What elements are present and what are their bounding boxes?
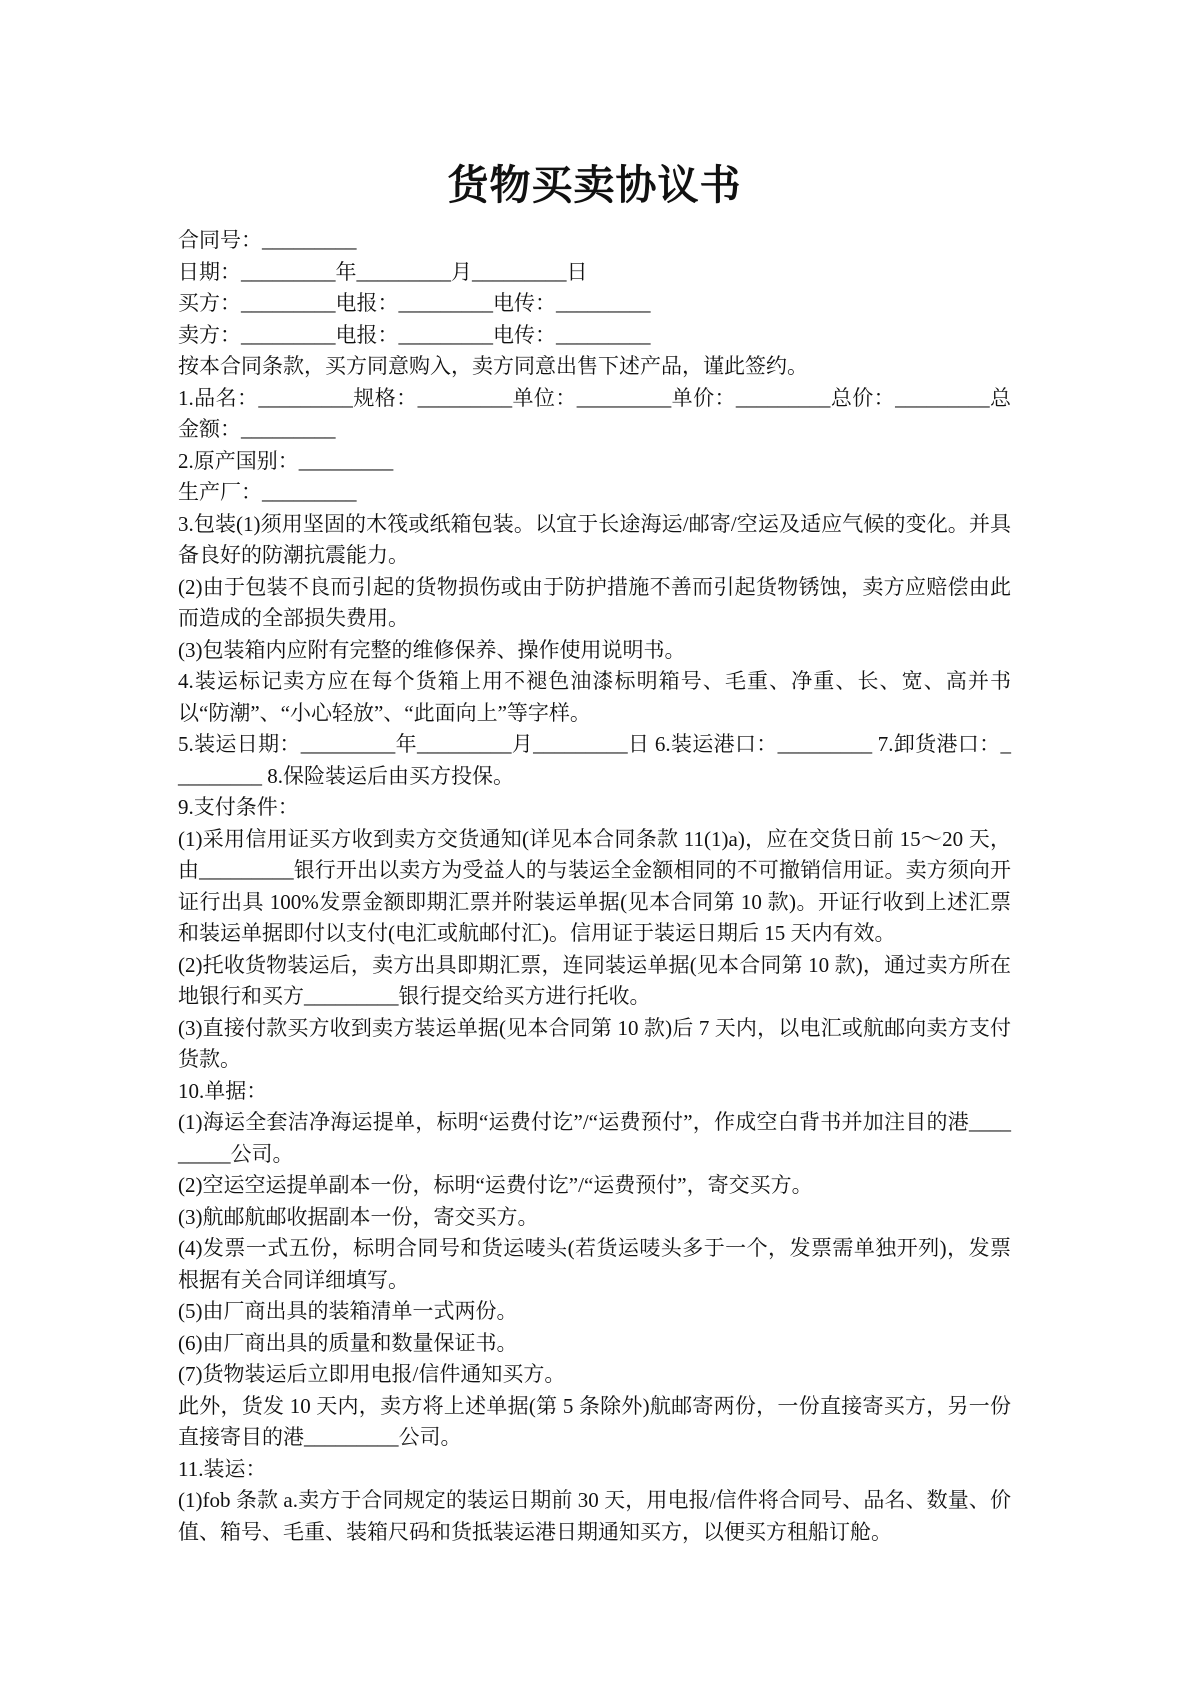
item3-packing-clause-3: (3)包装箱内应附有完整的维修保养、操作使用说明书。 <box>178 637 686 662</box>
item9-payment-terms-heading: 9.支付条件： <box>178 795 299 819</box>
item10-document-clause-4: (4)发票一式五份，标明合同号和货运唛头(若货运唛头多于一个，发票需单独开列)，发票根据有关合同详细填写。 <box>178 1236 1011 1292</box>
document-title: 货物买卖协议书 <box>447 162 742 208</box>
document-content <box>178 163 1011 1548</box>
item10-document-clause-1: (1)海运全套洁净海运提单，标明“运费付讫”/“运费预付”，作成空白背书并加注目的港_________公司。 <box>178 1110 1011 1166</box>
item3-packing-clause-2: (2)由于包装不良而引起的货物损伤或由于防护措施不善而引起货物锈蚀，卖方应赔偿由此而造成的全部损失费用。 <box>178 574 1011 630</box>
item10-documents-heading: 10.单据： <box>178 1078 268 1103</box>
item3-packing-clause-1: 3.包装(1)须用坚固的木筏或纸箱包装。以宜于长途海运/邮寄/空运及适应气候的变化。并具备良好的防潮抗震能力。 <box>178 511 1011 567</box>
item1-product-line: 1.品名：_________规格：_________单位：_________单价：_________总价：_________总金额：_________ <box>178 385 1011 441</box>
item10-document-clause-2: (2)空运空运提单副本一份，标明“运费付讫”/“运费预付”，寄交买方。 <box>178 1173 813 1197</box>
item10-document-clause-5: (5)由厂商出具的装箱清单一式两份。 <box>178 1299 518 1323</box>
item5-to-8-shipping-insurance-line: 5.装运日期：_________年_________月_________日 6.装运港口：_________ 7.卸货港口：_________ 8.保险装运后由买方投保。 <box>178 732 1011 788</box>
item4-shipping-mark-clause: 4.装运标记卖方应在每个货箱上用不褪色油漆标明箱号、毛重、净重、长、宽、高并书以“防潮”、“小心轻放”、“此面向上”等字样。 <box>178 669 1011 725</box>
preamble-line: 按本合同条款，买方同意购入，卖方同意出售下述产品，谨此签约。 <box>178 354 808 378</box>
item2-origin-line: 2.原产国别：_________ <box>178 448 394 473</box>
date-line: 日期：_________年_________月_________日 <box>178 259 588 284</box>
item9-payment-clause-1: (1)采用信用证买方收到卖方交货通知(详见本合同条款 11(1)a)，应在交货日前 15～20 天，由_________银行开出以卖方为受益人的与装运全金额相同的不可撤销信用证。卖方须向开证行出具 100%发票金额即期汇票并附装运单据(见本合同第 10 款)。开证行收到上述汇票和装运单据即付以支付(电汇或航邮付汇)。信用证于装运日期后 15 天内有效。 <box>178 826 1011 945</box>
item10-document-clause-3: (3)航邮航邮收据副本一份，寄交买方。 <box>178 1204 539 1229</box>
item10-documents-mailing-clause: 此外，货发 10 天内，卖方将上述单据(第 5 条除外)航邮寄两份，一份直接寄买方，另一份直接寄目的港_________公司。 <box>178 1393 1011 1449</box>
item10-document-clause-7: (7)货物装运后立即用电报/信件通知买方。 <box>178 1362 566 1386</box>
item9-payment-clause-3: (3)直接付款买方收到卖方装运单据(见本合同第 10 款)后 7 天内，以电汇或航邮向卖方支付货款。 <box>178 1015 1011 1071</box>
manufacturer-line: 生产厂：_________ <box>178 480 357 504</box>
item11-shipment-heading: 11.装运： <box>178 1456 267 1481</box>
contract-number-line: 合同号：_________ <box>178 228 357 252</box>
item11-fob-clause: (1)fob 条款 a.卖方于合同规定的装运日期前 30 天，用电报/信件将合同号、品名、数量、价值、箱号、毛重、装箱尺码和货抵装运港日期通知买方，以便买方租船订舱。 <box>178 1488 1011 1544</box>
item9-payment-clause-2: (2)托收货物装运后，卖方出具即期汇票，连同装运单据(见本合同第 10 款)，通过卖方所在地银行和买方_________银行提交给买方进行托收。 <box>178 952 1011 1008</box>
buyer-line: 买方：_________电报：_________电传：_________ <box>178 291 651 315</box>
item10-document-clause-6: (6)由厂商出具的质量和数量保证书。 <box>178 1330 518 1355</box>
seller-line: 卖方：_________电报：_________电传：_________ <box>178 322 651 347</box>
